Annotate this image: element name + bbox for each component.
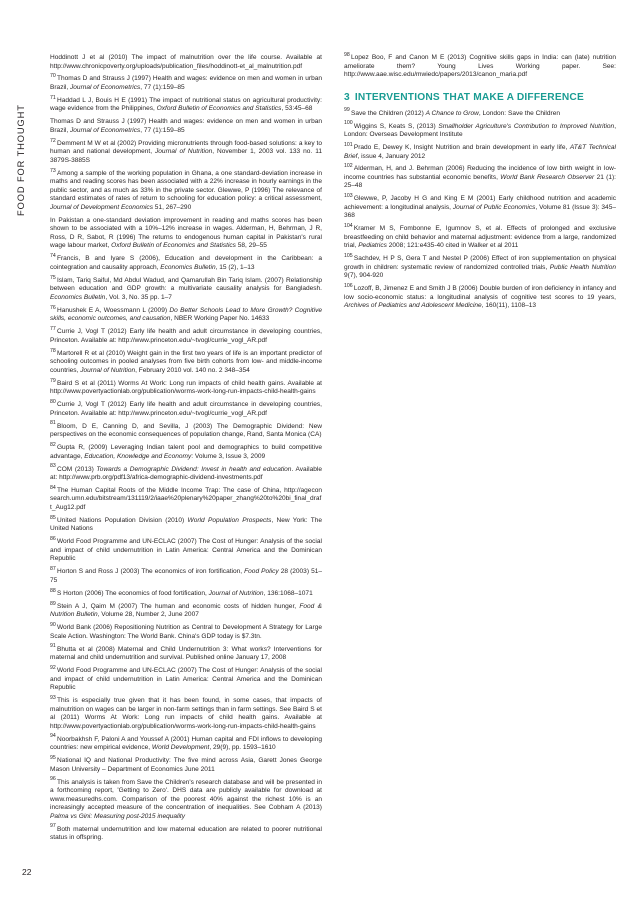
reference-marker: 81 [50, 420, 56, 427]
reference-entry: $^{101}$Prado E, Dewey K, Insight Nutrition and brain development in early life, AT&T Technical Brief, issue 4, January 2012 [344, 141, 616, 160]
reference-marker: 90 [50, 622, 56, 629]
reference-entry: $^{74}$Francis, B and Iyare S (2006), Education and development in the Caribbean: a cointegration and causality approach, Economics Bulletin, 15 (2), 1–13 [50, 253, 322, 271]
reference-marker: 102 [344, 163, 353, 170]
reference-marker: 93 [50, 694, 56, 701]
reference-marker: 78 [50, 347, 56, 354]
reference-marker: 100 [344, 120, 353, 127]
reference-entry: $^{97}$Both maternal undernutrition and low maternal education are related to poorer nutritional status in offspring. [50, 823, 322, 842]
reference-marker: 75 [50, 274, 56, 281]
reference-entry: $^{102}$Alderman, H, and J. Behrman (2006) Reducing the incidence of low birth weight in low-income countries has substantial economic benefits, World Bank Research Observer 21 (1): 25–48 [344, 163, 616, 190]
reference-marker: 92 [50, 664, 56, 671]
reference-entry: $^{73}$Among a sample of the working population in Ghana, a one standard-deviation increase in maths and reading scores has been associated with a 22% increase in hourly earnings in the public sector, and as much as 33% in the private sector. Glewwe, P (1996) The relevance of standard estimates of rates of return to schooling for education policy: a critical assessment, Journal of Development Economics 51, 267–290 [50, 167, 322, 211]
reference-marker: 95 [50, 754, 56, 761]
page-number: 22 [22, 867, 32, 877]
section-number: 3 [344, 91, 350, 103]
reference-marker: 72 [50, 137, 56, 144]
reference-entry: $^{83}$COM (2013) Towards a Demographic Dividend: Invest in health and education. Available at: http://www.prb.org/pdf13/africa-demographic-dividend-investments.pdf [50, 463, 322, 482]
reference-entry: $^{82}$Gupta R, (2009) Leveraging Indian talent pool and demographics to build competitive advantage, Education, Knowledge and Economy: Volume 3, Issue 3, 2009 [50, 441, 322, 460]
reference-marker: 97 [50, 823, 56, 830]
references-right-column-bottom [344, 107, 617, 311]
reference-entry: $^{80}$Currie J, Vogl T (2012) Early life health and adult circumstance in developing countries, Princeton. Available at: http://www.princeton.edu/~tvogl/currie_vogl_AR.pdf [50, 398, 322, 417]
reference-marker: 70 [50, 73, 56, 80]
reference-entry: $^{70}$Thomas D and Strauss J (1997) Health and wages: evidence on men and women in urban Brazil, Journal of Econometrics, 77 (1):159–85 [50, 73, 322, 91]
reference-marker: 77 [50, 326, 56, 333]
reference-entry: $^{72}$Demment M W et al (2002) Providing micronutrients through food-based solutions: a key to human and national development, Journal of Nutrition, November 1, 2003 vol. 133 no. 11 3879S-3885S [50, 137, 322, 164]
reference-marker: 82 [50, 441, 56, 448]
side-tab-label: FOOD FOR THOUGHT [16, 104, 26, 216]
reference-marker: 86 [50, 536, 56, 543]
reference-entry: $^{84}$The Human Capital Roots of the Middle Income Trap: The case of China, http://agecon search.umn.edu/bitstream/131119/2/iaae%20plenary%20paper_zhang%20to%20bi_final_draft_Aug12.pdf [50, 484, 322, 512]
reference-entry: $^{85}$United Nations Population Division (2010) World Population Prospects, New York: The United Nations [50, 514, 322, 533]
reference-marker: 101 [344, 141, 353, 148]
reference-marker: 71 [50, 94, 56, 101]
reference-entry: $^{104}$Kramer M S, Fombonne E, Igumnov S, et al. Effects of prolonged and exclusive breastfeeding on child behavior and maternal adjustment: evidence from a large, randomized trial, Pediatrics 2008; 121:e435-40 cited in Walker et al 2011 [344, 223, 616, 250]
reference-entry: $^{71}$Haddad L J, Bouis H E (1991) The impact of nutritional status on agricultural productivity: wage evidence from the Philippines, Oxford Bulletin of Economics and Statistics, 53:45–68 [50, 94, 322, 113]
reference-entry: $^{87}$Horton S and Ross J (2003) The economics of iron fortification, Food Policy 28 (2003) 51–75 [50, 566, 322, 584]
reference-marker: 98 [344, 51, 350, 58]
reference-marker: 80 [50, 398, 56, 405]
reference-marker: 96 [50, 776, 56, 783]
reference-marker: 103 [344, 193, 353, 200]
reference-entry: $^{76}$Hanushek E A, Woessmann L (2009) Do Better Schools Lead to More Growth? Cognitive skills, economic outcomes, and causation, NBER Working Paper No. 14633 [50, 304, 322, 323]
reference-entry: $^{77}$Currie J, Vogl T (2012) Early life health and adult circumstance in developing countries, Princeton. Available at: http://www.princeton.edu/~tvogl/currie_vogl_AR.pdf [50, 326, 322, 344]
section-title: INTERVENTIONS THAT MAKE A DIFFERENCE [354, 91, 584, 103]
reference-marker: 99 [344, 107, 350, 114]
reference-entry: $^{98}$Lopez Boo, F and Canon M E (2013) Cognitive skills gaps in India: can (late) nutrition ameliorate them? Young Lives Working paper. See: http://www.aae.wisc.edu/mwiedc/papers/2013/canon_maria.pdf [344, 51, 616, 79]
reference-entry: $^{81}$Bloom, D E, Canning D, and Sevilla, J (2003) The Demographic Dividend: New perspectives on the economic consequences of population change, Rand, Santa Monica (CA) [50, 420, 322, 439]
reference-entry: $^{96}$This analysis is taken from Save the Children's research database and will be presented in a forthcoming report, 'Getting to Zero'. DHS data are publicly available for download at www.measuredhs.com. Comparison of the poorest 40% against the richest 10% is an increasingly accepted measure of the concentration of inequalities. See Cobham A (2013) Palma vs Gini: Measuring post-2015 inequality [50, 776, 322, 820]
side-tab [14, 56, 30, 276]
reference-marker: 87 [50, 566, 56, 573]
reference-marker: 79 [50, 377, 56, 384]
reference-marker: 106 [344, 283, 353, 290]
reference-entry: $^{103}$Glewwe, P, Jacoby H G and King E M (2001) Early childhood nutrition and academic achievement: a longitudinal analysis, Journal of Public Economics, Volume 81 (Issue 3): 345–368 [344, 193, 616, 220]
reference-entry: $^{78}$Martorell R et al (2010) Weight gain in the first two years of life is an important predictor of schooling outcomes in pooled analyses from five birth cohorts from low- and middle-income countries, Journal of Nutrition, February 2010 vol. 140 no. 2 348–354 [50, 347, 322, 374]
reference-entry: $^{88}$S Horton (2006) The economics of food fortification, Journal of Nutrition, 136:1068–1071 [50, 587, 313, 597]
section-heading [344, 92, 616, 103]
reference-entry: $^{106}$Lozoff, B, Jimenez E and Smith J B (2006) Double burden of iron deficiency in infancy and low socio-economic status: a longitudinal analysis of cognitive test scores to 19 years, Archives of Pediatrics and Adolescent Medicine, 160(11), 1108–13 [344, 283, 616, 310]
reference-marker: 89 [50, 600, 56, 607]
reference-entry: $^{90}$World Bank (2006) Repositioning Nutrition as Central to Development A Strategy for Large Scale Action. Washington: The World Bank. China's GDP today is $7.3tn. [50, 622, 322, 640]
reference-marker: 105 [344, 253, 353, 260]
reference-marker: 94 [50, 733, 56, 740]
reference-entry: Thomas D and Strauss J (1997) Health and wages: evidence on men and women in urban Brazil, Journal of Econometrics, 77 (1):159–85 [50, 118, 322, 134]
reference-entry: $^{91}$Bhutta et al (2008) Maternal and Child Undernutrition 3: What works? Interventions for maternal and child undernutrition and survival. Published online January 17, 2008 [50, 643, 322, 662]
reference-entry: $^{79}$Baird S et al (2011) Worms At Work: Long run impacts of child health gains. Available at http://www.povertyactionlab.org/publication/worms-work-long-run-impacts-child-health-gains [50, 377, 322, 396]
reference-entry: $^{95}$National IQ and National Productivity: The five mind across Asia, Garett Jones George Mason University – Department of Economics June 2011 [50, 754, 322, 773]
reference-marker: 88 [50, 587, 56, 594]
reference-marker: 104 [344, 223, 353, 230]
reference-entry: $^{89}$Stein A J, Qaim M (2007) The human and economic costs of hidden hunger, Food & Nutrition Bulletin, Volume 28, Number 2, June 2007 [50, 600, 323, 619]
reference-entry: Hoddinott J et al (2010) The impact of malnutrition over the life course. Available at http://www.chronicpoverty.org/uploads/publication_files/hoddinott-et_al_malnutrition.pdf [50, 54, 322, 70]
reference-marker: 76 [50, 304, 56, 311]
reference-marker: 91 [50, 643, 56, 650]
reference-marker: 73 [50, 167, 56, 174]
reference-entry: $^{100}$Wiggins S, Keats S, (2013) Smallholder Agriculture's Contribution to Improved Nutrition, London: Overseas Development Institute [344, 120, 617, 139]
reference-entry: $^{92}$World Food Programme and UN-ECLAC (2007) The Cost of Hunger: Analysis of the social and impact of child undernutrition in Latin America: Central America and the Dominican Republic [50, 664, 322, 692]
reference-entry: $^{105}$Sachdev, H P S, Gera T and Nestel P (2006) Effect of iron supplementation on physical growth in children: systematic review of randomized controlled trials, Public Health Nutrition 9(7), 904-920 [344, 253, 616, 280]
reference-entry: $^{93}$This is especially true given that it has been found, in some cases, that impacts of malnutrition on wages can be larger in non-farm settings than in farm settings. See Baird S et al (2011) Worms At Work: Long run impacts of child health gains. Available at http://www.povertyactionlab.org/publication/worms-work-long-run-impacts-child-health-gains [50, 694, 322, 730]
reference-entry: $^{86}$World Food Programme and UN-ECLAC (2007) The Cost of Hunger: Analysis of the social and impact of child undernutrition in Latin America: Central America and the Dominican Republic [50, 536, 322, 563]
reference-entry: $^{75}$Islam, Tariq Saiful, Md Abdul Wadud, and Qamarullah Bin Tariq Islam. (2007) Relationship between education and GDP growth: a multivariate causality analysis for Bangladesh. Economics Bulletin, Vol. 3, No. 35 pp. 1–7 [50, 274, 322, 301]
reference-marker: 85 [50, 514, 56, 521]
references-columns [50, 51, 617, 844]
reference-entry: $^{94}$Noorbakhsh F, Paloni A and Youssef A (2001) Human capital and FDI inflows to developing countries: new empirical evidence, World Development, 29(9), pp. 1593–1610 [50, 733, 322, 752]
reference-marker: 83 [50, 463, 56, 470]
references-left-column [50, 54, 322, 564]
reference-marker: 84 [50, 484, 56, 491]
reference-entry: $^{99}$Save the Children (2012) A Chance to Grow, London: Save the Children [344, 107, 560, 117]
reference-entry: In Pakistan a one-standard deviation improvement in reading and maths scores has been shown to be associated with a 10%–12% increase in wages. Alderman, H, Behrman, J R, Ross, D R, Sabot, R (1996) The returns to endogenous human capital in Pakistan's rural wage labour market, Oxford Bulletin of Economics and Statistics 58, 29–55 [50, 216, 322, 250]
reference-marker: 74 [50, 253, 56, 260]
